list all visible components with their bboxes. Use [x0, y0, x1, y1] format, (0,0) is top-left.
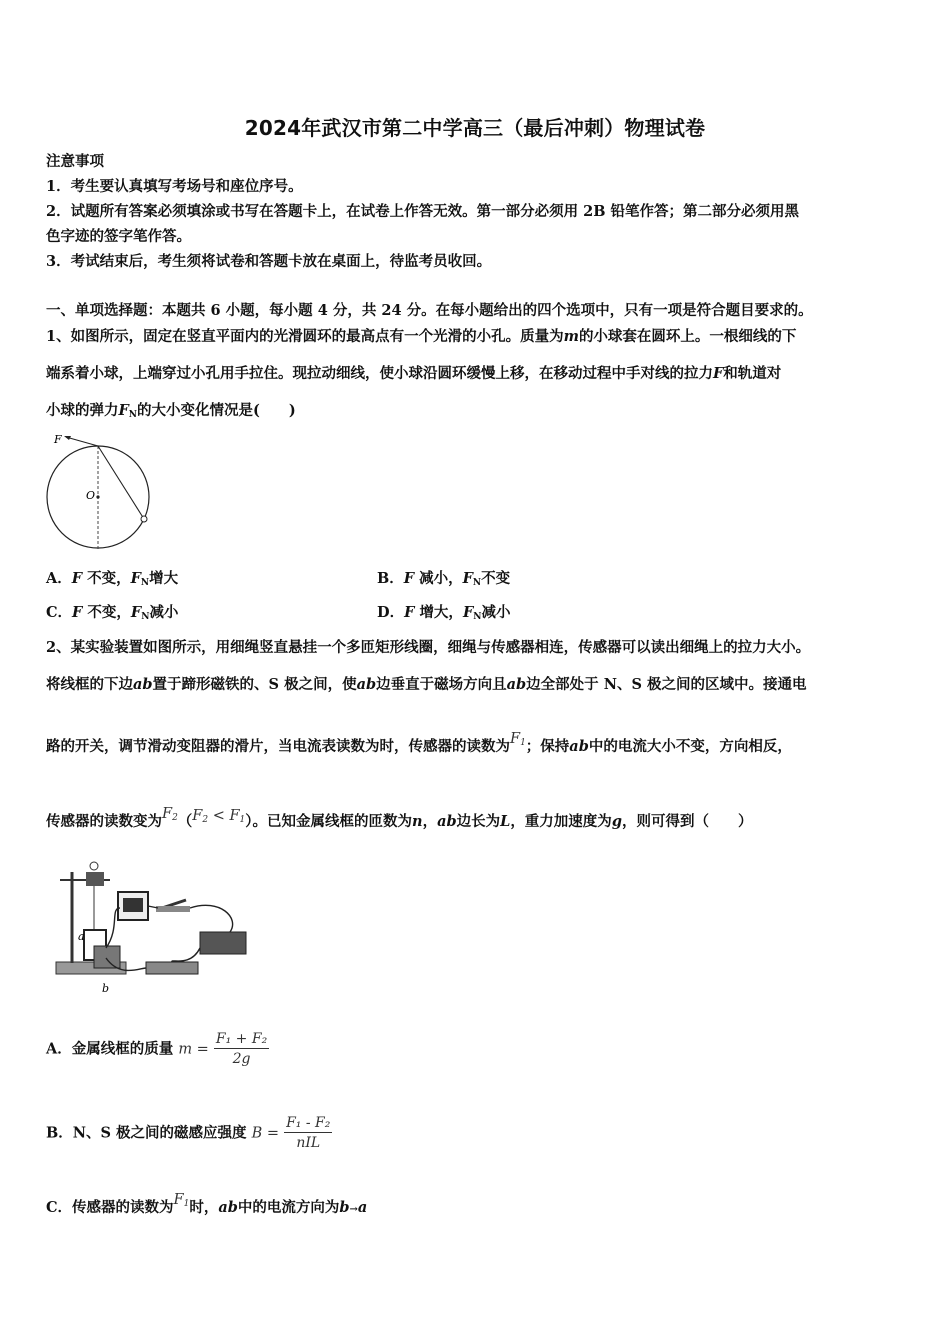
q2-line-4: 传感器的读数变为$F_2(F_2 < F_1)$。已知金属线框的匝数为n，ab边长为L，重力加速度为g，则可得到（ ） — [46, 806, 753, 830]
q2-option-b[interactable]: B．N、S 极之间的磁感应强度 B = $\frac{\text{F₁ - F₂}}{\text{nIL}}$ — [46, 1115, 331, 1151]
notice-item-3: 3．考试结束后，考生须将试卷和答题卡放在桌面上，待监考员收回。 — [46, 253, 492, 270]
horseshoe-magnet — [94, 946, 120, 968]
q2-apparatus-figure — [50, 858, 272, 998]
q1-option-d[interactable]: D．F 增大，$F_N$减小 — [377, 604, 511, 622]
q2-option-c[interactable]: C．传感器的读数为$F_1$时，ab中的电流方向为b→a — [46, 1192, 368, 1216]
switch-base — [156, 906, 190, 912]
q1-option-c[interactable]: C．F 不变，$F_N$减小 — [46, 604, 179, 622]
page-title: 2024年武汉市第二中学高三（最后冲刺）物理试卷 — [244, 116, 706, 140]
force-sensor — [86, 872, 104, 886]
q2-option-a[interactable]: A．金属线框的质量 m = $\frac{\text{F₁ + F₂}}{2g}$ — [46, 1031, 268, 1067]
string-line — [98, 446, 144, 519]
rheostat — [146, 962, 198, 974]
ammeter-screen — [123, 898, 143, 912]
force-arrowhead — [64, 436, 71, 440]
q1-line-1: 1、如图所示，固定在竖直平面内的光滑圆环的最高点有一个光滑的小孔。质量为m的小球套在圆环上。一根细线的下 — [46, 328, 797, 345]
center-dot — [96, 495, 99, 498]
q1-line-3: 小球的弹力$F_N$的大小变化情况是( ) — [46, 402, 296, 420]
sensor-hook — [90, 862, 98, 870]
q2-line-1: 2、某实验装置如图所示，用细绳竖直悬挂一个多匝矩形线圈，细绳与传感器相连，传感器可以读出细绳上的拉力大小。 — [46, 639, 811, 656]
notice-heading: 注意事项 — [46, 153, 104, 170]
q2-line-2: 将线框的下边ab置于蹄形磁铁的、S 极之间，使ab边垂直于磁场方向且ab边全部处于 N、S 极之间的区域中。接通电 — [46, 676, 807, 693]
q1-option-a[interactable]: A．F 不变，$F_N$增大 — [46, 570, 179, 588]
q2-line-3: 路的开关，调节滑动变阻器的滑片，当电流表读数为时，传感器的读数为$F_1$；保持ab中的电流大小不变，方向相反， — [46, 731, 792, 755]
label-b: b — [102, 982, 110, 995]
label-a: a — [78, 930, 85, 943]
battery — [200, 932, 246, 954]
q1-circle-figure — [44, 430, 159, 555]
q1-line-2: 端系着小球，上端穿过小孔用手拉住。现拉动细线，使小球沿圆环缓慢上移，在移动过程中手对线的拉力F和轨道对 — [46, 365, 782, 382]
label-O: O — [86, 489, 96, 502]
section-heading: 一、单项选择题：本题共 6 小题，每小题 4 分，共 24 分。在每小题给出的四个选项中，只有一项是符合题目要求的。 — [46, 302, 813, 319]
force-arrow-line — [66, 437, 98, 446]
notice-item-2a: 2．试题所有答案必须填涂或书写在答题卡上，在试卷上作答无效。第一部分必须用 2B 铅笔作答；第二部分必须用黑 — [46, 203, 800, 220]
notice-item-1: 1．考生要认真填写考场号和座位序号。 — [46, 178, 303, 195]
q1-option-b[interactable]: B．F 减小，$F_N$不变 — [377, 570, 511, 588]
ball — [141, 516, 147, 522]
label-F: F — [54, 433, 62, 446]
notice-item-2b: 色字迹的签字笔作答。 — [46, 228, 191, 245]
